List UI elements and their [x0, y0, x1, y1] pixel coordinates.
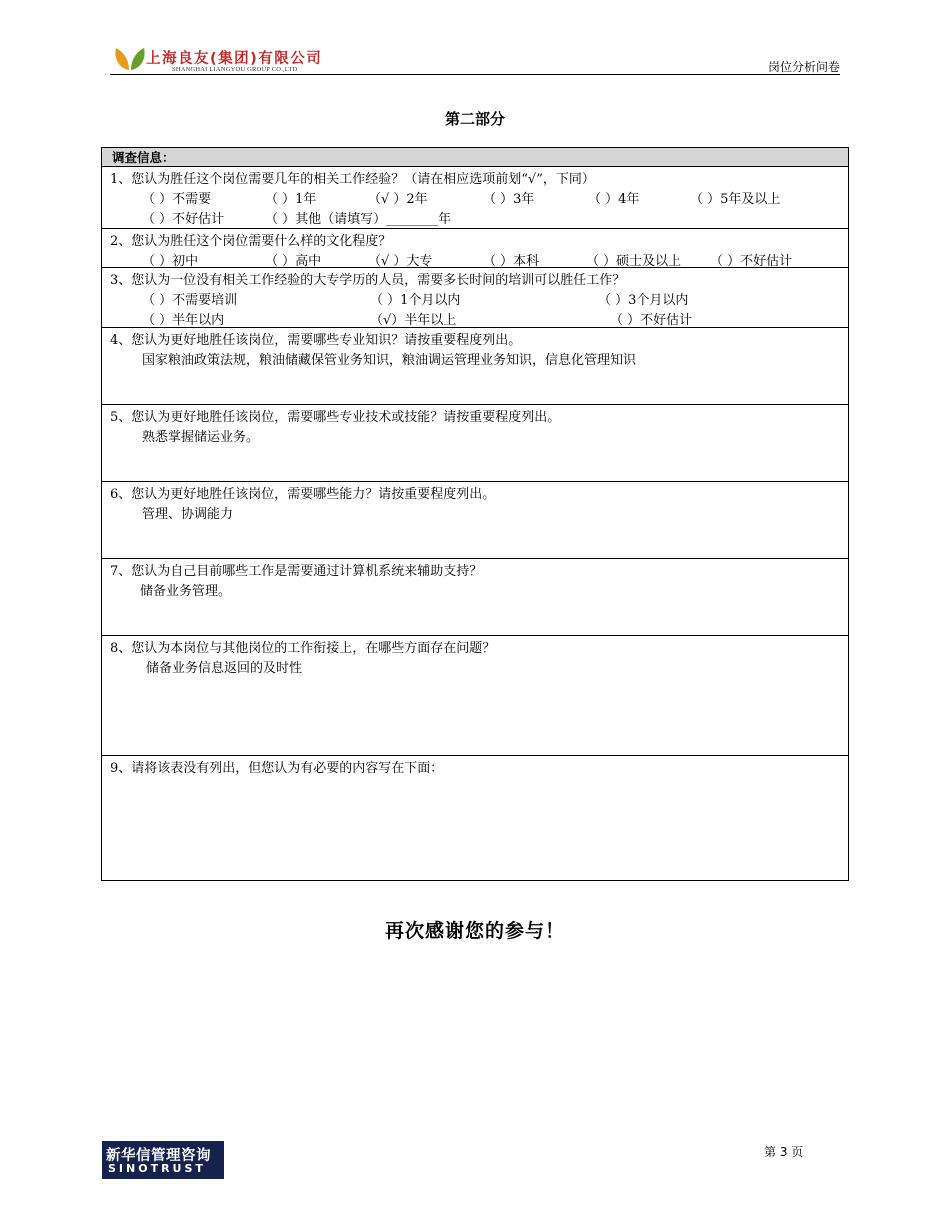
question-5-answer[interactable]: 熟悉掌握储运业务。	[142, 430, 260, 445]
sinotrust-logo-cn: 新华信管理咨询	[106, 1148, 211, 1164]
sinotrust-logo-en: SINOTRUST	[108, 1162, 206, 1175]
question-9	[102, 756, 848, 880]
question-3-text: 3、您认为一位没有相关工作经验的大专学历的人员，需要多长时间的培训可以胜任工作？	[110, 273, 626, 288]
sinotrust-logo	[102, 1141, 224, 1179]
q2-option-unsure[interactable]: （ ）不好估计	[710, 254, 793, 269]
q3-option-half-year[interactable]: （ ）半年以内	[142, 313, 225, 328]
q1-option-unsure[interactable]: （ ）不好估计	[142, 212, 225, 227]
q3-option-unsure[interactable]: （ ）不好估计	[610, 313, 693, 328]
q1-option-3yr[interactable]: （ ）3年	[483, 192, 535, 207]
question-9-text: 9、请将该表没有列出，但您认为有必要的内容写在下面：	[110, 761, 444, 776]
q2-option-bachelor[interactable]: （ ）本科	[483, 254, 540, 269]
question-8-text: 8、您认为本岗位与其他岗位的工作衔接上，在哪些方面存在问题？	[110, 641, 496, 656]
q1-option-none[interactable]: （ ）不需要	[142, 192, 212, 207]
question-2	[102, 229, 848, 268]
question-5-text: 5、您认为更好地胜任该岗位，需要哪些专业技术或技能？请按重要程度列出。	[110, 410, 561, 425]
question-4-answer[interactable]: 国家粮油政策法规，粮油储藏保管业务知识，粮油调运管理业务知识，信息化管理知识	[142, 353, 637, 368]
q1-option-1yr[interactable]: （ ）1年	[265, 192, 317, 207]
q3-option-3-months[interactable]: （ ）3个月以内	[598, 293, 689, 308]
question-3	[102, 268, 848, 328]
question-7	[102, 559, 848, 636]
q3-option-1-month[interactable]: （ ）1个月以内	[370, 293, 461, 308]
question-6-answer[interactable]: 管理、协调能力	[142, 507, 234, 522]
page-number: 第 3 页	[764, 1145, 804, 1159]
question-6	[102, 482, 848, 559]
thank-you-message: 再次感谢您的参与！	[384, 920, 565, 942]
question-4-text: 4、您认为更好地胜任该岗位，需要哪些专业知识？请按重要程度列出。	[110, 333, 522, 348]
header-divider	[110, 74, 840, 75]
survey-heading: 调查信息：	[102, 148, 848, 167]
question-6-text: 6、您认为更好地胜任该岗位，需要哪些能力？请按重要程度列出。	[110, 487, 496, 502]
q3-option-no-training[interactable]: （ ）不需要培训	[142, 293, 238, 308]
page-header	[110, 40, 840, 74]
part-title: 第二部分	[444, 110, 505, 128]
question-7-answer[interactable]: 储备业务管理。	[140, 584, 232, 599]
question-9-answer-area[interactable]	[142, 780, 822, 870]
question-1	[102, 167, 848, 229]
question-7-text: 7、您认为自己目前哪些工作是需要通过计算机系统来辅助支持？	[110, 564, 483, 579]
question-4	[102, 328, 848, 405]
question-2-text: 2、您认为胜任这个岗位需要什么样的文化程度？	[110, 234, 392, 249]
question-8-answer[interactable]: 储备业务信息返回的及时性	[146, 661, 303, 676]
q2-option-junior-college[interactable]: （√ ）大专	[368, 254, 433, 269]
q2-option-junior-high[interactable]: （ ）初中	[142, 254, 199, 269]
company-name-cn: 上海良友(集团)有限公司	[146, 51, 323, 67]
liangyou-leaf-logo-icon	[114, 46, 146, 76]
q2-option-master-plus[interactable]: （ ）硕士及以上	[586, 254, 682, 269]
q3-option-over-half-year[interactable]: （√）半年以上	[370, 313, 457, 328]
question-5	[102, 405, 848, 482]
document-title: 岗位分析问卷	[767, 60, 840, 74]
survey-table	[101, 147, 849, 881]
q1-option-2yr[interactable]: （√ ）2年	[368, 192, 428, 207]
q1-option-4yr[interactable]: （ ）4年	[588, 192, 640, 207]
q1-option-other[interactable]: （ ）其他（请填写）________年	[265, 212, 452, 227]
question-8	[102, 636, 848, 756]
question-1-text: 1、您认为胜任这个岗位需要几年的相关工作经验？（请在相应选项前划“√”，下同）	[110, 172, 595, 187]
q1-option-5yr-plus[interactable]: （ ）5年及以上	[690, 192, 781, 207]
q2-option-high-school[interactable]: （ ）高中	[265, 254, 322, 269]
company-name-en: SHANGHAI LIANGYOU GROUP CO.,LTD	[172, 66, 298, 73]
